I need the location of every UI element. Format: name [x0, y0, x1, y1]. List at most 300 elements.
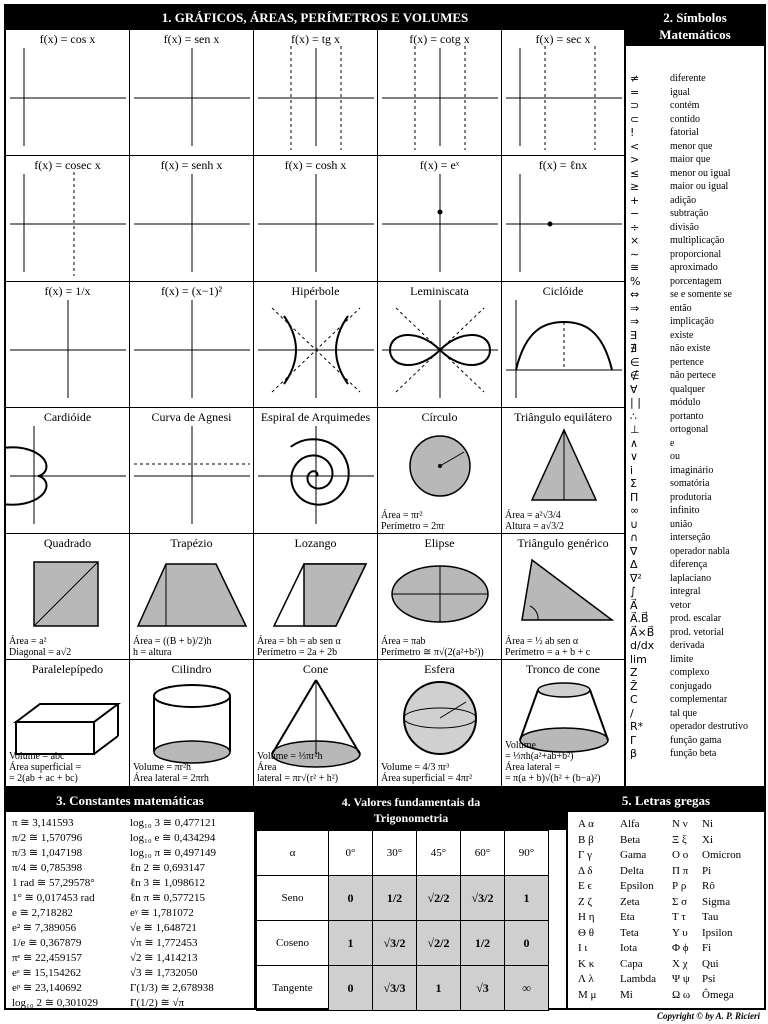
greek-name: Sigma	[702, 895, 731, 908]
symbol-meaning: derivada	[670, 640, 705, 651]
greek-letter: Ο ο	[672, 849, 689, 861]
cell-title: f(x) = sen x	[163, 32, 220, 46]
formula-line: Diagonal = a√2	[9, 647, 72, 658]
copyright-text: Copyright © by A. P. Ricieri	[657, 1011, 760, 1021]
greek-name: Gama	[620, 849, 647, 861]
symbol-row	[626, 450, 766, 464]
figure-senh	[130, 172, 254, 276]
cell-title: Quadrado	[43, 536, 92, 550]
formula-line: Área = a²√3/4	[505, 510, 561, 521]
trig-value: 1	[417, 966, 461, 1011]
trig-value: 1	[329, 921, 373, 966]
constant-value: π/3 ≅ 1,047198	[12, 847, 83, 859]
cell-title: Paralelepípedo	[31, 662, 104, 676]
cell-title: Triângulo equilátero	[514, 410, 612, 424]
cell-title: Cardióide	[43, 410, 92, 424]
cell-trapezio	[130, 534, 254, 660]
symbol-glyph: ∴	[630, 409, 637, 423]
figure-sen	[130, 46, 254, 150]
symbol-glyph: ∼	[630, 247, 640, 261]
symbol-row	[626, 329, 766, 343]
trig-corner: α	[257, 831, 329, 876]
symbol-glyph: ∇	[630, 544, 638, 558]
greek-letter: Κ κ	[578, 957, 595, 970]
symbol-row	[626, 491, 766, 505]
symbol-glyph: ⇔	[630, 288, 640, 301]
symbol-row	[626, 234, 766, 248]
symbol-meaning: menor ou igual	[670, 167, 731, 179]
symbol-glyph: β	[630, 747, 638, 760]
trig-row-label: Tangente	[257, 966, 329, 1011]
symbol-meaning: somatória	[670, 478, 710, 489]
greek-name: Rô	[702, 880, 715, 892]
figure-tg	[254, 46, 378, 150]
section4-title-line1: 4. Valores fundamentais da	[341, 795, 481, 809]
greek-name: Xi	[702, 833, 713, 846]
cell-title: Lozango	[294, 536, 337, 550]
formula-line: = 2(ab + ac + bc)	[9, 773, 78, 784]
symbol-row	[626, 383, 766, 397]
cell-title: Curva de Agnesi	[151, 410, 232, 424]
formula-line: Área lateral =	[505, 762, 561, 773]
trig-row-label: Seno	[257, 876, 329, 921]
greek-name: Omicron	[702, 849, 742, 861]
constant-value: π/4 ≅ 0,785398	[12, 862, 83, 874]
symbol-glyph: !	[630, 126, 635, 139]
greek-letter: Λ λ	[578, 973, 594, 985]
symbol-glyph: −	[630, 207, 640, 220]
greek-name: Tau	[702, 911, 719, 923]
symbol-meaning: união	[670, 518, 693, 530]
greek-letter: Χ χ	[672, 957, 688, 970]
symbol-glyph: | |	[630, 396, 641, 409]
symbol-row	[626, 531, 766, 545]
symbol-row	[626, 356, 766, 370]
greek-letter: Η η	[578, 911, 595, 923]
symbol-meaning: qualquer	[670, 383, 705, 395]
symbol-meaning: módulo	[670, 397, 701, 408]
figure-sec	[502, 46, 624, 150]
greek-letter: Ρ ρ	[672, 880, 687, 892]
symbol-glyph: C	[630, 693, 638, 706]
cell-title: f(x) = tg x	[290, 32, 341, 46]
symbol-glyph: lim	[630, 652, 647, 666]
symbol-meaning: portanto	[670, 410, 704, 422]
greek-name: Ipsilon	[702, 926, 733, 939]
trig-value: √3	[461, 966, 505, 1011]
symbol-glyph: ≥	[630, 180, 640, 193]
symbol-row	[626, 666, 766, 680]
greek-name: Eta	[620, 911, 635, 923]
symbol-glyph: Z̄	[630, 679, 638, 693]
symbol-glyph: A⃗	[630, 598, 638, 612]
symbol-row	[626, 410, 766, 424]
greek-letter: Α α	[578, 818, 594, 830]
figure-exp	[378, 172, 502, 276]
trig-table	[256, 830, 549, 1011]
constant-value: log₁₀ 2 ≅ 0,301029	[12, 997, 98, 1009]
cell-cone	[254, 660, 378, 786]
symbol-meaning: diferente	[670, 73, 706, 84]
symbol-meaning: ortogonal	[670, 424, 709, 435]
constant-value: ℓn π ≅ 0,577215	[130, 892, 206, 904]
cell-title: f(x) = cosec x	[34, 158, 101, 172]
symbol-meaning: menor que	[670, 140, 713, 152]
symbol-row	[626, 518, 766, 532]
greek-name: Iota	[620, 942, 638, 954]
symbol-glyph: /	[630, 706, 634, 720]
symbol-glyph: Δ	[630, 558, 638, 571]
constant-value: log₁₀ e ≅ 0,434294	[130, 832, 216, 844]
greek-letter: Π π	[672, 864, 689, 877]
cell-title: f(x) = ℓnx	[538, 158, 588, 172]
cell-cardioide	[6, 408, 130, 534]
symbol-glyph: ∧	[630, 436, 639, 450]
formula-line: Área lateral = 2πrh	[133, 773, 209, 784]
cell-agnesi	[130, 408, 254, 534]
trig-value: 0	[329, 966, 373, 1011]
symbol-row	[626, 693, 766, 707]
figure-cardioide	[6, 424, 130, 528]
symbol-glyph: ⊂	[630, 112, 640, 126]
cell-elipse	[378, 534, 502, 660]
constant-value: eᵞ ≅ 1,781072	[130, 907, 194, 919]
symbol-meaning: fatorial	[670, 127, 699, 138]
formula-line: Área = a²	[9, 636, 47, 647]
greek-name: Ômega	[702, 988, 734, 1001]
symbol-row	[626, 369, 766, 383]
cell-title: Esfera	[424, 662, 455, 676]
figure-leminiscata	[378, 298, 502, 402]
greek-letter: Ζ ζ	[578, 895, 593, 908]
formula-line: Perímetro ≅ π√(2(a²+b²))	[381, 647, 484, 658]
cell-lozango	[254, 534, 378, 660]
symbol-glyph: ∉	[630, 369, 640, 382]
section2-title-line1: 2. Símbolos	[663, 10, 727, 25]
symbol-row	[626, 302, 766, 316]
symbol-glyph: ∫	[630, 585, 636, 598]
symbol-row	[626, 626, 766, 640]
trig-panel	[256, 788, 568, 1010]
greek-letter: Σ σ	[672, 895, 688, 908]
greek-letter: Ν ν	[672, 818, 688, 830]
figure-inverse	[6, 298, 130, 402]
cell-tg	[254, 30, 378, 156]
cell-triangulo-generico	[502, 534, 624, 660]
cell-triangulo-equilatero	[502, 408, 624, 534]
constant-value: e ≅ 2,718282	[12, 907, 73, 919]
formula-line: Área	[257, 762, 277, 773]
symbol-row	[626, 288, 766, 302]
constant-value: log₁₀ 3 ≅ 0,477121	[130, 817, 216, 829]
symbol-glyph: %	[630, 274, 641, 288]
cell-esfera	[378, 660, 502, 786]
greek-name: Teta	[620, 926, 639, 939]
symbol-glyph: ×	[630, 234, 640, 247]
greek-letter: Μ μ	[578, 988, 597, 1001]
symbol-meaning: diferença	[670, 559, 708, 570]
symbol-row	[626, 140, 766, 154]
symbol-meaning: infinito	[670, 505, 700, 516]
section4-title-line2: Trigonometria	[373, 811, 449, 825]
cell-tronco-de-cone	[502, 660, 624, 786]
cell-title: Trapézio	[170, 536, 213, 550]
symbol-meaning: operador destrutivo	[670, 721, 749, 732]
trig-row-label: Coseno	[257, 921, 329, 966]
symbol-meaning: não pertece	[670, 370, 716, 381]
symbol-meaning: função beta	[670, 748, 717, 759]
formula-line: Área superficial = 4πr²	[381, 773, 473, 784]
symbol-meaning: pertence	[670, 356, 704, 368]
symbol-meaning: prod. escalar	[670, 613, 722, 624]
constant-value: log₁₀ π ≅ 0,497149	[130, 847, 216, 859]
cell-ln	[502, 156, 624, 282]
formula-line: h = altura	[133, 647, 172, 658]
symbol-row	[626, 680, 766, 694]
symbol-row	[626, 113, 766, 127]
symbol-row	[626, 261, 766, 275]
section2-title-line2: Matemáticos	[659, 27, 731, 42]
symbol-glyph: ⇒	[630, 315, 640, 328]
figure-parabola	[130, 298, 254, 402]
trig-value: 1	[505, 876, 549, 921]
formula-line: Área = bh = ab sen α	[257, 636, 341, 647]
cell-quadrado	[6, 534, 130, 660]
symbol-row	[626, 653, 766, 667]
section4-title	[256, 790, 566, 830]
figure-cicloide	[502, 298, 624, 402]
symbol-glyph: ⊥	[630, 423, 640, 436]
constant-value: 1 rad ≅ 57,29578°	[12, 877, 95, 889]
greek-name: Beta	[620, 833, 641, 846]
formula-line: Área = πab	[381, 636, 426, 647]
symbol-meaning: integral	[670, 586, 701, 597]
symbol-glyph: ≅	[630, 261, 640, 274]
symbol-row	[626, 153, 766, 167]
greek-name: Lambda	[620, 973, 657, 985]
symbol-row	[626, 126, 766, 140]
greek-letter: Ι ι	[578, 942, 588, 954]
symbol-glyph: R*	[630, 720, 644, 733]
constant-value: ℓn 2 ≅ 0,693147	[130, 862, 205, 874]
greek-name: Ni	[702, 818, 713, 830]
greek-letter: Υ υ	[672, 926, 688, 939]
symbol-meaning: divisão	[670, 221, 699, 233]
greek-letter: Θ θ	[578, 926, 594, 939]
symbol-row	[626, 396, 766, 410]
symbol-meaning: interseção	[670, 532, 711, 543]
symbol-glyph: +	[630, 193, 640, 207]
symbol-row	[626, 504, 766, 518]
symbol-row	[626, 207, 766, 221]
figure-espiral	[254, 424, 378, 528]
trig-angle: 30°	[373, 831, 417, 876]
symbol-glyph: ⇒	[630, 301, 640, 315]
symbol-glyph: Z	[630, 666, 638, 679]
symbol-meaning: imaginário	[670, 464, 714, 476]
trig-angle: 0°	[329, 831, 373, 876]
symbol-row	[626, 720, 766, 734]
symbol-row	[626, 167, 766, 181]
symbol-glyph: ∀	[630, 382, 638, 396]
symbol-row	[626, 315, 766, 329]
cell-title: Leminiscata	[410, 284, 469, 298]
symbol-meaning: adição	[670, 194, 697, 206]
symbol-glyph: ⊃	[630, 99, 640, 112]
formula-line: Volume = 4/3 πr³	[381, 762, 450, 773]
symbol-row	[626, 477, 766, 491]
formula-line: Volume = ⅓πr²h	[257, 751, 323, 762]
cell-title: f(x) = cos x	[39, 32, 96, 46]
section5-title: 5. Letras gregas	[568, 790, 764, 812]
formula-line: Área = ½ ab sen α	[505, 636, 579, 647]
symbol-glyph: A⃗.B⃗	[630, 612, 649, 625]
symbol-glyph: ∨	[630, 450, 639, 463]
cell-sen	[130, 30, 254, 156]
symbol-meaning: conjugado	[670, 680, 712, 692]
cell-title: f(x) = cotg x	[409, 32, 470, 46]
symbol-meaning: maior ou igual	[670, 181, 729, 192]
symbol-meaning: contém	[670, 100, 700, 111]
greek-name: Mi	[620, 988, 633, 1001]
greek-letter: Γ γ	[578, 849, 592, 861]
symbol-meaning: produtoria	[670, 491, 712, 503]
cell-title: Elipse	[424, 536, 455, 550]
symbol-meaning: função gama	[670, 734, 722, 746]
figure-cos	[6, 46, 130, 150]
greek-name: Epsilon	[620, 880, 654, 892]
symbol-glyph: i	[630, 463, 634, 477]
symbol-glyph: ÷	[630, 220, 640, 234]
greek-letter: Ω ω	[672, 988, 691, 1001]
section3-title: 3. Constantes matemáticas	[6, 790, 254, 812]
symbol-meaning: laplaciano	[670, 572, 712, 584]
cell-title: Cilindro	[171, 662, 212, 676]
cell-espiral	[254, 408, 378, 534]
constants-panel	[4, 788, 256, 1010]
cell-cos	[6, 30, 130, 156]
trig-value: √3/2	[461, 876, 505, 921]
symbol-meaning: não existe	[670, 343, 711, 354]
constant-value: Γ(1/3) ≅ 2,678938	[130, 982, 214, 994]
symbol-meaning: subtração	[670, 208, 709, 219]
greek-panel	[568, 788, 766, 1010]
formula-line: Volume	[505, 740, 536, 751]
symbol-row	[626, 72, 766, 86]
trig-value: 1/2	[461, 921, 505, 966]
figure-cotg	[378, 46, 502, 150]
figure-hiperbole	[254, 298, 378, 402]
trig-value: √2/2	[417, 876, 461, 921]
symbol-meaning: porcentagem	[670, 275, 722, 287]
formula-line: lateral = πr√(r² + h²)	[257, 773, 339, 784]
cell-cotg	[378, 30, 502, 156]
greek-name: Capa	[620, 957, 643, 970]
cell-leminiscata	[378, 282, 502, 408]
greek-name: Zeta	[620, 895, 640, 908]
cell-title: f(x) = senh x	[160, 158, 223, 172]
formula-line: = ⅓πh(a²+ab+b²)	[505, 751, 574, 762]
formula-line: = π(a + b)√(h² + (b−a)²)	[505, 773, 601, 784]
cell-title: Ciclóide	[542, 284, 584, 298]
constant-value: e² ≅ 7,389056	[12, 922, 77, 934]
symbol-meaning: ou	[670, 451, 680, 462]
cell-title: Cone	[302, 662, 329, 676]
symbol-glyph: A⃗×B⃗	[630, 625, 655, 639]
symbol-glyph: <	[630, 139, 640, 153]
symbol-row	[626, 423, 766, 437]
cell-cosec	[6, 156, 130, 282]
symbol-row	[626, 585, 766, 599]
symbol-meaning: vetor	[670, 599, 691, 611]
formula-line: Área = πr²	[381, 510, 423, 521]
trig-value: 0	[329, 876, 373, 921]
cell-senh	[130, 156, 254, 282]
cell-title: f(x) = (x−1)²	[160, 284, 223, 298]
constant-value: √3 ≅ 1,732050	[130, 967, 198, 979]
cell-cilindro	[130, 660, 254, 786]
symbol-glyph: ∃	[630, 328, 637, 342]
symbol-glyph: ∩	[630, 531, 639, 544]
trig-value: √2/2	[417, 921, 461, 966]
constant-value: πᵉ ≅ 22,459157	[12, 952, 82, 964]
constant-value: π ≅ 3,141593	[12, 817, 74, 829]
symbol-row	[626, 599, 766, 613]
cell-hiperbole	[254, 282, 378, 408]
greek-name: Qui	[702, 957, 719, 970]
symbol-glyph: Σ	[630, 477, 637, 490]
constant-value: √2 ≅ 1,414213	[130, 952, 198, 964]
symbol-glyph: >	[630, 153, 640, 166]
greek-name: Pi	[702, 864, 712, 877]
symbol-meaning: implicação	[670, 316, 714, 327]
formula-line: Volume = πr²h	[133, 762, 191, 773]
constant-value: eᵖ ≅ 23,140692	[12, 982, 82, 994]
formula-line: Perímetro = 2a + 2b	[257, 647, 338, 658]
cell-circulo	[378, 408, 502, 534]
formula-line: Perímetro = a + b + c	[505, 647, 591, 658]
cell-title: Tronco de cone	[525, 662, 601, 676]
symbol-glyph: Γ	[630, 733, 637, 747]
figure-agnesi	[130, 424, 254, 528]
symbol-row	[626, 248, 766, 262]
constant-value: √e ≅ 1,648721	[130, 922, 197, 934]
symbol-row	[626, 221, 766, 235]
symbol-glyph: d/dx	[630, 639, 655, 652]
constant-value: 1/e ≅ 0,367879	[12, 937, 82, 949]
greek-letter: Ξ ξ	[672, 833, 687, 846]
symbol-meaning: igual	[670, 86, 690, 98]
symbol-meaning: então	[670, 302, 692, 314]
greek-name: Fi	[702, 942, 712, 954]
symbol-meaning: e	[670, 437, 675, 449]
formula-line: Área superficial =	[9, 762, 82, 773]
greek-letter: Δ δ	[578, 864, 593, 877]
cell-title: Círculo	[421, 410, 458, 424]
symbol-meaning: operador nabla	[670, 545, 730, 557]
symbol-meaning: complementar	[670, 694, 728, 705]
cell-title: f(x) = eˣ	[419, 158, 460, 172]
formula-line: Altura = a√3/2	[505, 521, 564, 532]
symbol-meaning: se e somente se	[670, 289, 732, 300]
cell-exp	[378, 156, 502, 282]
greek-name: Delta	[620, 864, 644, 877]
symbol-meaning: limite	[670, 653, 694, 665]
symbol-row	[626, 747, 766, 761]
symbol-row	[626, 558, 766, 572]
symbol-meaning: multiplicação	[670, 235, 725, 246]
symbol-glyph: =	[630, 85, 640, 99]
